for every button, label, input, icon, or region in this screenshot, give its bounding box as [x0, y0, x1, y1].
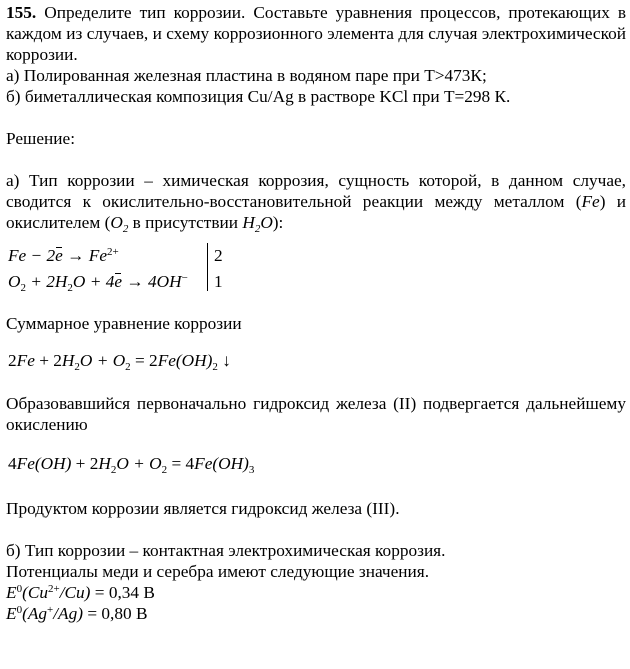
problem-number: 155.	[6, 3, 37, 22]
problem-case-a: а) Полированная железная пластина в водяном паре при T>473К;	[6, 66, 487, 85]
half-reactions-block	[6, 239, 626, 299]
h2o-formula: $H_2O$	[242, 213, 273, 235]
part-a-paragraph	[6, 170, 626, 233]
problem-text: Определите тип коррозии. Составьте уравнения процессов, протекающих в каждом из случаев, и схему коррозионного элемента для случая электрохимической коррозии.	[6, 3, 626, 64]
product-text: Продуктом коррозии является гидроксид железа (III).	[6, 499, 400, 518]
part-a-text-4: ):	[272, 213, 284, 232]
potentials-intro: Потенциалы меди и серебра имеют следующие значения.	[6, 562, 430, 581]
further-oxidation-equation: $4Fe(OH) + 2H_2O + O_2 = 4Fe(OH)_3$	[8, 454, 255, 476]
further-oxidation-text: Образовавшийся первоначально гидроксид железа (II) подвергается дальнейшему окислению	[6, 394, 626, 434]
solution-heading: Решение:	[6, 129, 75, 148]
summary-label: Суммарное уравнение коррозии	[6, 314, 242, 333]
potential-cu: $E^0(Cu^{2+}/Cu) = 0,34$ В	[6, 583, 155, 602]
balance-divider	[207, 243, 208, 291]
coefficient-oxidation: 2	[214, 246, 223, 265]
problem-statement	[6, 2, 626, 65]
o2-formula: $O_2$	[110, 213, 129, 235]
half-reaction-reduction: $O_2 + 2H_2O + 4e \to 4OH^-$	[8, 272, 188, 294]
fe-symbol: Fe	[581, 192, 600, 211]
part-b-text: б) Тип коррозии – контактная электрохимическая коррозия.	[6, 541, 446, 560]
part-a-text-3: в присутствии	[128, 213, 243, 232]
coefficient-reduction: 1	[214, 272, 223, 291]
summary-equation: $2Fe + 2H_2O + O_2 = 2Fe(OH)_2$ ↓	[8, 351, 231, 373]
potential-ag: $E^0(Ag^+/Ag) = 0,80$ В	[6, 604, 148, 623]
part-a-text-1: а) Тип коррозии – химическая коррозия, сущность которой, в данном случае, сводится к окислительно-восстановительной реакции между металлом (	[6, 171, 626, 211]
half-reaction-oxidation: $Fe - 2e \to Fe^{2+}$	[8, 246, 119, 265]
part-a-text-2: ) и окислителем (	[6, 192, 627, 232]
document-page	[6, 2, 626, 624]
problem-case-b: б) биметаллическая композиция Cu/Ag в растворе KCl при T=298 К.	[6, 87, 511, 106]
